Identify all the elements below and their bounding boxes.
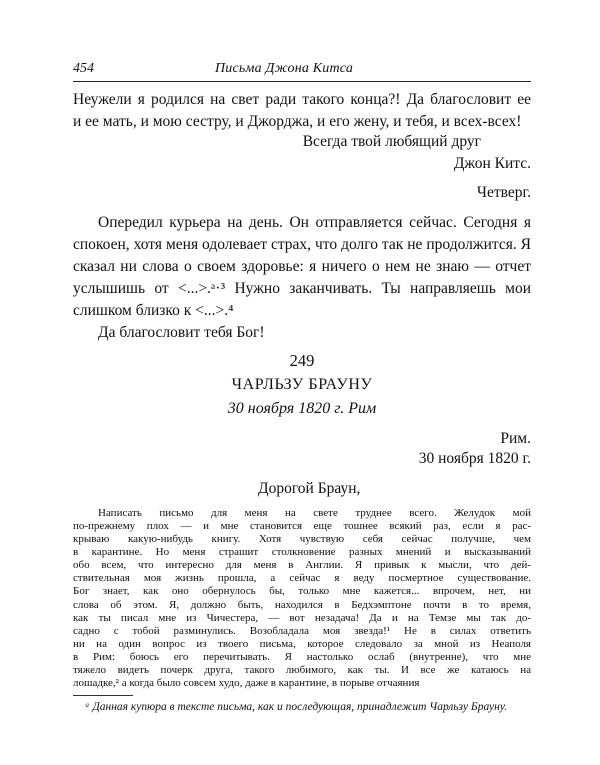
body-line: лошадке,² а когда было совсем худо, даже в карантине, в порыве отчаяния [73, 676, 420, 689]
body-line: тяжело видеть почерк друга, такого любимого, как ты. И все же катаюсь на [73, 663, 531, 676]
letter-closing: Всегда твой любящий друг [302, 133, 481, 150]
postscript-line: сказал ни слова о своем здоровье: я ничего о нем не знаю — отчет [73, 258, 531, 275]
header-rule [73, 81, 531, 82]
body-line: крываю какую-нибудь книгу. Хотя чувствую себя сейчас получше, чем [73, 533, 531, 546]
postscript-line: услышишь от <...>.ᵃ·³ Нужно заканчивать. Ты направляешь мои [73, 280, 531, 297]
letter-day: Четверг. [476, 184, 531, 201]
letter-salutation: Дорогой Браун, [258, 480, 361, 497]
page-number: 454 [73, 61, 94, 76]
body-line: садно с тобой разминулись. Возобладала моя звезда!¹ Не в силах ответить [73, 624, 531, 637]
postscript-line: слишком близко к <...>.⁴ [73, 302, 234, 319]
body-line: слова об этом. Я, должно быть, находился в Бедхэмптоне почти в то время, [73, 598, 531, 611]
running-header [73, 57, 531, 79]
body-line: ни на один вопрос из твоего письма, которое следовало за мной из Неаполя [73, 637, 531, 650]
letter-date: 30 ноября 1820 г. [418, 450, 531, 467]
letter-date-place: 30 ноября 1820 г. Рим [227, 400, 377, 417]
body-line: Написать письмо для меня на свете труднее всего. Желудок мой [98, 507, 531, 519]
letter-place: Рим. [500, 430, 531, 447]
text-line: Неужели я родился на свет ради такого конца?! Да благословит ее [73, 91, 531, 108]
letter-signature: Джон Китс. [453, 155, 531, 172]
footnote-rule [73, 695, 133, 696]
body-line: ствительная моя жизнь прошла, а сейчас я веду посмертное существование. [73, 572, 531, 585]
text-line: и ее мать, и мою сестру, и Джорджа, и его жену, и тебя, и всех-всех! [73, 113, 522, 130]
postscript-line: спокоен, хотя меня одолевает страх, что долго так не продолжится. Я [73, 236, 531, 253]
body-line: как ты писал мне из Чичестера, — вот незадача! Да и на Темзе мы так до- [73, 611, 531, 624]
letter-recipient: ЧАРЛЬЗУ БРАУНУ [231, 376, 373, 393]
running-title: Письма Джона Китса [215, 61, 354, 76]
body-line: в карантине. Но меня страшит столкновение разных мнений и высказываний [73, 546, 531, 559]
postscript-line: Опередил курьера на день. Он отправляется сейчас. Сегодня я [98, 214, 531, 231]
body-line: в Рим: боюсь его перечитывать. Я настолько ослаб (внутренне), что мне [73, 650, 531, 663]
body-line: по-прежнему плох — и мне становится еще тошнее всякий раз, если я рас- [73, 520, 531, 533]
blessing-line: Да благословит тебя Бог! [98, 324, 265, 341]
letter-number: 249 [289, 351, 315, 370]
footnote: ᵃ Данная купюра в тексте письма, как и последующая, принадлежит Чарльзу Брауну. [85, 701, 508, 713]
body-line: обо всем, что интересно для меня в Англии. Я привык к мысли, что дей- [73, 559, 531, 572]
body-line: Бог знает, как оно обернулось бы, только мне кажется... впрочем, нет, ни [73, 585, 531, 598]
